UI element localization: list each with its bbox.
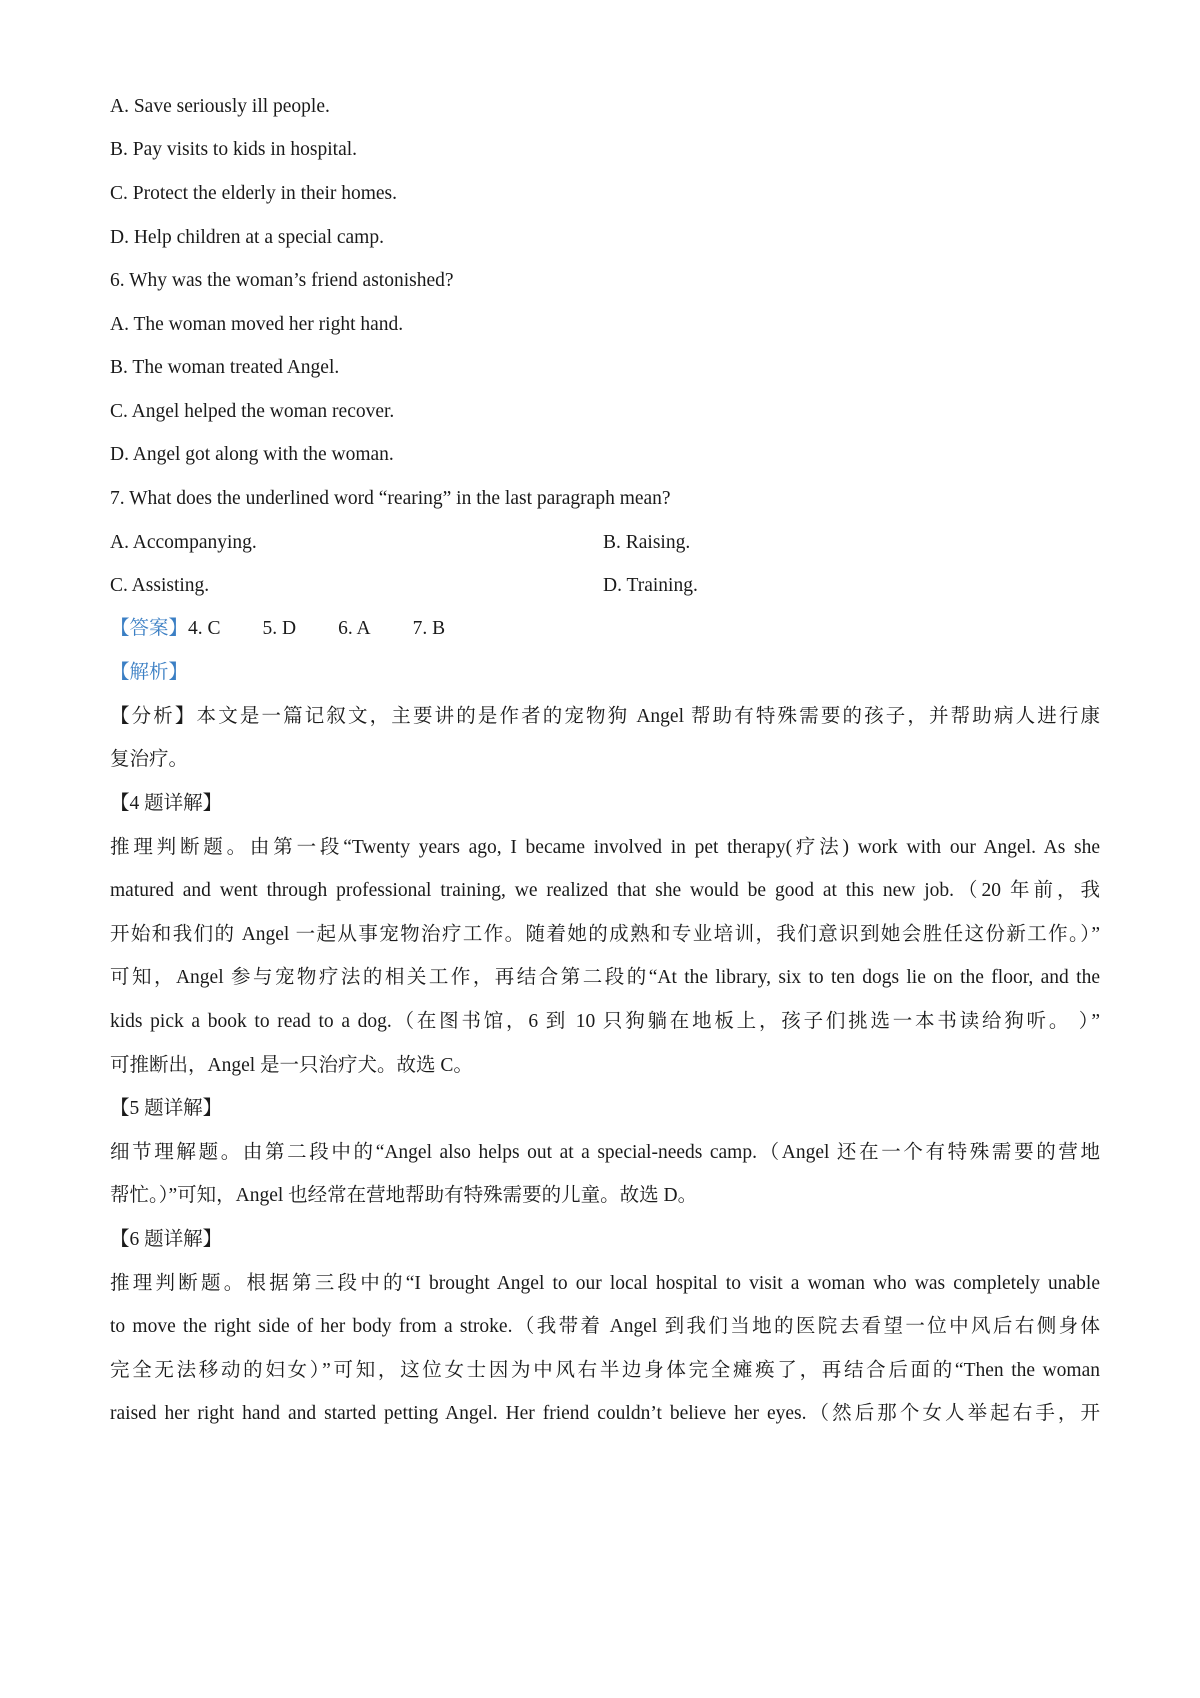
detail-6-line: raised her right hand and started petting Angel. Her friend couldn’t believe her eyes.（然后那个女人举起右手，开 <box>110 1403 1100 1424</box>
answer-line <box>110 615 445 643</box>
detail-4-line: 可知，Angel 参与宠物疗法的相关工作，再结合第二段的“At the library, six to ten dogs lie on the floor, and the <box>110 967 1100 988</box>
q5-option-d: D. Help children at a special camp. <box>110 227 384 248</box>
detail-4-line: 可推断出，Angel 是一只治疗犬。故选 C。 <box>110 1055 473 1076</box>
q7-option-a: A. Accompanying. <box>110 532 257 553</box>
detail-6-line: 完全无法移动的妇女）”可知，这位女士因为中风右半边身体完全瘫痪了，再结合后面的“Then the woman <box>110 1360 1100 1381</box>
detail-4-line: 推理判断题。由第一段“Twenty years ago, I became involved in pet therapy(疗法) work with our Angel. As she <box>110 837 1100 858</box>
q5-option-a: A. Save seriously ill people. <box>110 96 330 117</box>
q7-option-b: B. Raising. <box>603 532 691 553</box>
q7-question: 7. What does the underlined word “rearing” in the last paragraph mean? <box>110 488 671 509</box>
summary-line-2: 复治疗。 <box>110 749 189 770</box>
q6-option-a: A. The woman moved her right hand. <box>110 314 404 335</box>
q7-option-d: D. Training. <box>603 575 698 596</box>
q6-option-b: B. The woman treated Angel. <box>110 357 340 378</box>
q5-option-b: B. Pay visits to kids in hospital. <box>110 139 358 160</box>
detail-5-line: 细节理解题。由第二段中的“Angel also helps out at a special-needs camp.（Angel 还在一个有特殊需要的营地 <box>110 1142 1100 1163</box>
answer-7: 7. B <box>412 618 446 639</box>
detail-4-line: kids pick a book to read to a dog.（在图书馆，6 到 10 只狗躺在地板上，孩子们挑选一本书读给狗听。 ）” <box>110 1011 1100 1032</box>
q6-question: 6. Why was the woman’s friend astonished? <box>110 270 454 291</box>
q6-option-d: D. Angel got along with the woman. <box>110 444 394 465</box>
detail-6-line: 推理判断题。根据第三段中的“I brought Angel to our local hospital to visit a woman who was completely unable <box>110 1273 1100 1294</box>
detail-6-line: to move the right side of her body from a stroke.（我带着 Angel 到我们当地的医院去看望一位中风后右侧身体 <box>110 1316 1100 1337</box>
analysis-label: 【解析】 <box>110 662 189 683</box>
detail-5-heading: 【5 题详解】 <box>110 1098 223 1119</box>
summary-line-1: 【分析】本文是一篇记叙文，主要讲的是作者的宠物狗 Angel 帮助有特殊需要的孩子，并帮助病人进行康 <box>110 706 1100 727</box>
answer-label: 【答案】 <box>110 618 189 639</box>
q5-option-c: C. Protect the elderly in their homes. <box>110 183 398 204</box>
q6-option-c: C. Angel helped the woman recover. <box>110 401 395 422</box>
detail-4-heading: 【4 题详解】 <box>110 793 223 814</box>
answer-6: 6. A <box>338 618 371 639</box>
detail-4-line: 开始和我们的 Angel 一起从事宠物治疗工作。随着她的成熟和专业培训，我们意识到她会胜任这份新工作。）” <box>110 924 1100 945</box>
detail-4-line: matured and went through professional training, we realized that she would be good at this new job.（20 年前，我 <box>110 880 1100 901</box>
answer-5: 5. D <box>262 618 297 639</box>
answer-4: 4. C <box>188 618 221 639</box>
detail-5-line: 帮忙。）”可知，Angel 也经常在营地帮助有特殊需要的儿童。故选 D。 <box>110 1185 698 1206</box>
q7-option-c: C. Assisting. <box>110 575 210 596</box>
detail-6-heading: 【6 题详解】 <box>110 1229 223 1250</box>
